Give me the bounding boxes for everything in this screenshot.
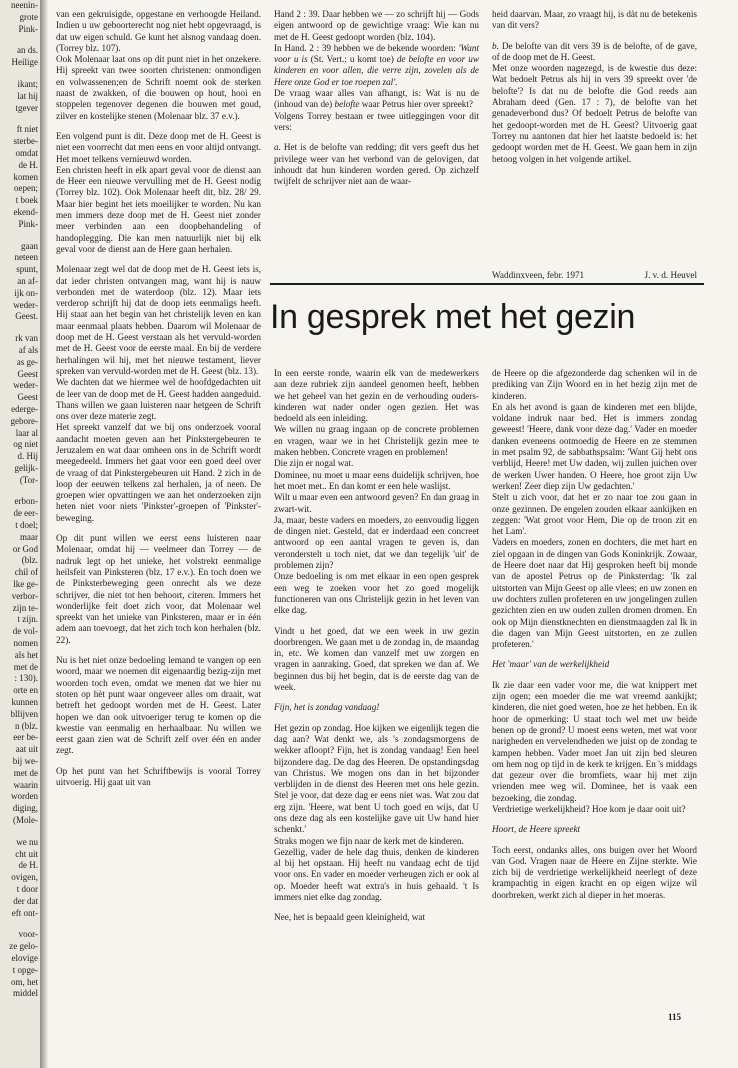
- prev-page-line: nomen: [13, 638, 38, 649]
- prev-page-line: as ge-: [16, 356, 38, 367]
- column-3: [492, 9, 697, 174]
- paragraph: Ja, maar, beste vaders en moeders, zo eenvoudig liggen de dingen niet. Gesteld, dat er inderdaad een concreet antwoord op een aantal vragen te geven is, dan veronderstelt u toch niet, dat we dan tegelijk 'uit' de problemen zijn?: [274, 514, 479, 571]
- subheading: Het 'maar' van de werkelijkheid: [492, 659, 610, 670]
- prev-page-gap: [0, 486, 40, 496]
- quote-italic: 'Want voor u is: [274, 42, 479, 65]
- paragraph: Hand 2 : 39. Daar hebben we — zo schrijft hij — Gods eigen antwoord op de gewichtige vraag: Wie kan nu met de H. Geest gedoopt worden (blz. 104).: [274, 9, 479, 42]
- paragraph: de Heere op die afgezonderde dag schenken wil in de prediking van Zijn Woord en in het bezig zijn met de kinderen.: [492, 368, 697, 401]
- prev-page-line: t zijn.: [17, 614, 38, 625]
- prev-page-line: ekend-: [13, 206, 38, 217]
- prev-page-line: de vol-: [12, 626, 38, 637]
- prev-page-line: t boek: [15, 195, 38, 206]
- prev-page-line: aat uit: [15, 744, 38, 755]
- paragraph: Met onze woorden nagezegd, is de kwestie dus deze: Wat bedoelt Petrus als hij in vers 39 spreekt over 'de belofte'? Is dat nu de belofte die God reeds aan Abraham deed (Gen. 17 : 7), de belofte van het genadeverbond dus? Of bedoelt Petrus de belofte van het gedoopt-worden met de H. Geest? Uitvoerig gaat Torrey nu aantonen dat hier het laatste bedoeld is: het gedoopt worden met de H. Geest. We gaan hem in zijn betoog volgen in het volgende artikel.: [492, 63, 697, 164]
- prev-page-line: Geest.: [15, 311, 38, 322]
- prev-page-line: middel: [13, 988, 38, 999]
- paragraph: Molenaar zegt wel dat de doop met de H. Geest iets is, dat ieder christen ontvangen mag, want hij is nauw verbonden met de waterdoop (blz. 12). Maar iets verderop schrijft hij dat de doop iets eenmaligs heeft. Hij staat aan het begin van het christelijk leven en kan maar eenmaal plaats hebben. Daarom wil Molenaar de doop met de H. Geest verstaan als het vervuld-worden met de H. Geest voor de eerste maal. En bij de verdere herhalingen wil hij, met het nieuwe testament, liever spreken van vervuld-worden met de H. Geest (blz. 13).: [56, 264, 261, 376]
- text-run: Het is de belofte van redding; dit vers geeft dus het privilege weer van het verbond van de gelovigen, dat inhoudt dat hun kinderen worden gered. Op zichzelf twijfelt de schrijver niet aan de waar-: [274, 142, 479, 187]
- prev-page-line: or God: [12, 543, 38, 554]
- prev-page-line: ikant;: [17, 78, 38, 89]
- prev-page-line: eft ont-: [11, 907, 38, 918]
- signature-name: J. v. d. Heuvel: [644, 270, 697, 280]
- prev-page-gap: [0, 69, 40, 79]
- prev-page-line: n (blz.: [15, 720, 38, 731]
- prev-page-line: ze gelo-: [9, 941, 38, 952]
- column-2: [274, 9, 479, 196]
- prev-page-gap: [0, 323, 40, 333]
- section-divider: [270, 283, 704, 285]
- column-1: [56, 9, 261, 797]
- prev-page-line: de H.: [18, 159, 38, 170]
- signature-line: [492, 270, 697, 280]
- prev-page-line: ovigen,: [11, 872, 38, 883]
- prev-page-line: waarin: [13, 779, 38, 790]
- column-4: [274, 368, 479, 933]
- prev-page-line: og niet: [13, 439, 38, 450]
- prev-page-line: (blz.: [21, 555, 38, 566]
- paragraph: Nu is het niet onze bedoeling lemand te vangen op een woord, maar we noemen dit eigenaardig bezig-zijn met woorden toch even, omdat we menen dat we hier nu stoten op hèt punt waar ongeveer alles om draait, wat betreft het gedoopt worden met de H. Geest. Later hopen we dan ook uitvoeriger terug te komen op die kwestie van eenmalig en herhaalbaar. Nu willen we eerst gaan zien wat de Schrift zelf over één en ander zegt.: [56, 655, 261, 756]
- paragraph: Wilt u maar even een antwoord geven? En dan graag in zwart-wit.: [274, 492, 479, 514]
- paragraph: Ik zie daar een vader voor me, die wat knippert met zijn ogen; een moeder die me wat vreemd aankijkt; kinderen, die niet goed weten, hoe ze het hebben. En ik hoor de opmerking: U staat toch wel met uw beide benen op de grond? U moest eens weten, met wat voor narigheden en vervelendheden we juist op de zondag te kampen hebben. Vader moet Jan uit zijn bed sleuren om hem nog op tijd in de kerk te krijgen. En 's middags dat gezeur over die bromfiets, waar hij met zijn vrienden mee weg wil. Dominee, het is vaak een bezoeking, die zondag.: [492, 679, 697, 803]
- prev-page-line: we nu: [16, 836, 38, 847]
- prev-page-line: an ds.: [17, 45, 38, 56]
- quote-italic: de belofte en voor uw kinderen en voor allen, die verre zijn, zovelen als de Here onze God er toe roepen zal'.: [274, 54, 479, 87]
- prev-page-line: orte en: [13, 685, 38, 696]
- prev-page-line: ederge-: [11, 403, 38, 414]
- emphasis-italic: belofte: [334, 99, 360, 110]
- prev-page-line: oepen;: [14, 183, 38, 194]
- prev-page-line: lke ge-: [13, 579, 38, 590]
- text-run: waar Petrus hier over spreekt?: [359, 99, 474, 110]
- paragraph: Een christen heeft in elk apart geval voor de dienst aan de Heer een nieuwe vervulling met de H. Geest nodig (Torrey blz. 102). Ook Molenaar heeft dit, blz. 28/ 29. Maar hier begint het iets moeilijker te worden. Nu kan men immers deze doop met de H. Geest niet zonder meer verbinden aan een doopbehandeling of handoplegging. Die kan men natuurlijk niet bij elk geval voor de dienst aan de Here gaan herhalen.: [56, 164, 261, 254]
- prev-page-line: gelijk-: [14, 462, 38, 473]
- prev-page-line: maar: [20, 531, 38, 542]
- text-run: De vraag waar alles van afhangt, is: Wat is nu de (inhoud van de): [274, 88, 479, 110]
- paragraph: [274, 88, 479, 111]
- prev-page-line: de eer-: [13, 508, 38, 519]
- paragraph: [492, 41, 697, 64]
- text-run: (St. Vert.: u komt toe): [307, 54, 397, 65]
- paragraph: Vaders en moeders, zonen en dochters, die met hart en ziel opgaan in de dingen van Gods Koninkrijk. Zowaar, de Heere doet naar dat Hij gesproken heeft bij monde van de apostel Petrus op de Pinksterdag: 'Ik zal uitstorten van Mijn Geest op alle vlees; en uw zonen en uw dochters zullen profeteren en uw jongelingen zullen gezichten zien en uw ouden zullen dromen dromen. En ook op Mijn dienstknechten en dienstmaagden zal Ik in die dagen van Mijn Geest uitstorten, en ze zullen profeteren.': [492, 537, 697, 650]
- paragraph: Volgens Torrey bestaan er twee uitleggingen voor dit vers:: [274, 110, 479, 132]
- prev-page-line: weder-: [13, 299, 38, 310]
- prev-page-line: Pink-: [18, 218, 38, 229]
- paragraph: van een gekruisigde, opgestane en verhoogde Heiland. Indien u uw geboorterecht nog niet hebt opgevraagd, is dat uw eigen schuld. Ge kunt het alsnog vandaag doen. (Torrey blz. 107).: [56, 9, 261, 53]
- prev-page-line: Heilige: [11, 57, 38, 68]
- prev-page-line: gaan: [21, 240, 38, 251]
- paragraph: [274, 142, 479, 187]
- paragraph: We willen nu graag ingaan op de concrete problemen en vragen, waar we in het Christelijk gezin mee te maken hebben. Concrete vragen en problemen!: [274, 424, 479, 458]
- prev-page-line: cht uit: [15, 848, 38, 859]
- prev-page-line: bij we-: [12, 756, 38, 767]
- prev-page-line: ft niet: [16, 124, 38, 135]
- prev-page-line: chil of: [14, 567, 38, 578]
- subheading: Fijn, het is zondag vandaag!: [274, 702, 380, 713]
- prev-page-line: om, het: [11, 976, 38, 987]
- prev-page-line: t doel;: [15, 520, 38, 531]
- prev-page-line: rk van: [15, 333, 38, 344]
- prev-page-line: met de: [13, 661, 38, 672]
- prev-page-line: de H.: [18, 860, 38, 871]
- prev-page-line: bllijven: [10, 708, 38, 719]
- paragraph: Op dit punt willen we eerst eens luisteren naar Molenaar, omdat hij — veelmeer dan Torrey — de nadruk legt op het unieke, het volstrekt eenmalige heilsfeit van Pinksteren (blz. 17 e.v.). En toch doen we de Pinksterbeweging geen onrecht als we deze schrijver, die niet tot hen behoort, citeren. Immers het wonderlijke feit doet zich voor, dat Molenaar wel spreekt van het unieke van Pinksteren, maar er in één adem aan toevoegt, dat het zich toch kon herhalen (blz. 22).: [56, 533, 261, 645]
- column-5: [492, 368, 697, 910]
- paragraph: Op het punt van het Schriftbewijs is vooral Torrey uitvoerig. Hij gaat uit van: [56, 765, 261, 787]
- page-number: 115: [668, 1012, 682, 1022]
- paragraph: Stelt u zich voor, dat het er zo naar toe zou gaan in onze gezinnen. De engelen zouden elkaar aankijken en zeggen: 'Wat groot voor Hem, Die op de troon zit en het Lam'.: [492, 492, 697, 537]
- prev-page-line: d. Hij: [17, 451, 38, 462]
- subheading: Hoort, de Heere spreekt: [492, 824, 581, 835]
- prev-page-line: tgever: [15, 102, 38, 113]
- magazine-page: [48, 0, 738, 1068]
- paragraph: Een volgend punt is dit. Deze doop met de H. Geest is niet een voorrecht dat men eens en voor altijd ontvangt. Het moet telkens vernieuwd worden.: [56, 130, 261, 164]
- text-run: De belofte van dit vers 39 is de belofte, of de gave, of de doop met de H. Geest.: [492, 40, 697, 62]
- prev-page-line: Geest: [17, 392, 38, 403]
- prev-page-line: ijk on-: [14, 287, 38, 298]
- prev-page-line: grote: [19, 11, 38, 22]
- paragraph: Toch eerst, ondanks alles, ons buigen over het Woord van God. Vragen naar de Heere en Zijne sterkte. Wie zich bij de verdrietige werkelijkheid neerlegt of deze krampachtig in eigen kracht en op eigen wijze wil doorbreken, werkt zich al dieper in het moeras.: [492, 844, 697, 900]
- prev-page-line: Pink-: [18, 23, 38, 34]
- prev-page-line: eer be-: [13, 732, 38, 743]
- prev-page-line: zijn te-: [12, 602, 38, 613]
- list-label: b.: [492, 40, 499, 51]
- prev-page-line: af als: [18, 344, 38, 355]
- prev-page-line: : 130).: [14, 673, 38, 684]
- list-label: a.: [274, 142, 281, 153]
- prev-page-line: verbor-: [11, 590, 38, 601]
- prev-page-line: worden: [11, 791, 38, 802]
- prev-page-line: erbon-: [14, 496, 38, 507]
- paragraph: Onze bedoeling is om met elkaar in een open gesprek een weg te zoeken voor het zo goed mogelijk functioneren van ons Christelijk gezin in het leven van elke dag.: [274, 571, 479, 616]
- signature-place: Waddinxveen, febr. 1971: [492, 270, 585, 280]
- prev-page-line: t door: [16, 883, 38, 894]
- prev-page-line: an af-: [17, 275, 38, 286]
- prev-page-line: omdat: [15, 147, 38, 158]
- prev-page-line: neteen: [14, 252, 38, 263]
- paragraph: Het spreekt vanzelf dat we bij ons onderzoek vooral aandacht moeten geven aan het Pinkstergebeuren te Jeruzalem en wat daar omheen ons in de Schrift wordt meegedeeld. Immers het gaat voor een goed deel over de vraag of dat Pinkstergebeuren uit Hand. 2 zich in de loop der eeuwen telkens zal herhalen, ja of neen. De groepen wier opvattingen we aan het onderzoeken zijn heten niet voor niets 'Pinkster'-groepen of 'Pinkster'-beweging.: [56, 422, 261, 523]
- paragraph: [274, 43, 479, 88]
- prev-page-line: spunt,: [16, 264, 38, 275]
- paragraph: Straks mogen we fijn naar de kerk met de kinderen.: [274, 835, 464, 846]
- prev-page-line: kunnen: [11, 697, 38, 708]
- paragraph: Ook Molenaar laat ons op dit punt niet in het onzekere. Hij spreekt van twee soorten christenen: onmondigen en volwassenen;en de Schrift noemt ook de sterken naast de zwakken, of die bouwen op hout, hooi en stoppelen tegenover degenen die bouwen met goud, zilver en kostelijke stenen (Molenaar blz. 37 e.v.).: [56, 54, 261, 121]
- prev-page-line: (Tor-: [19, 474, 38, 485]
- page-gutter: [40, 0, 48, 1068]
- paragraph: Verdrietige werkelijkheid? Hoe kom je daar ooit uit?: [492, 803, 686, 814]
- prev-page-line: lat hij: [17, 90, 38, 101]
- prev-page-line: diging,: [12, 803, 38, 814]
- prev-page-line: (Mole-: [13, 815, 38, 825]
- prev-page-line: elovige: [11, 952, 38, 963]
- prev-page-line: laar al: [15, 427, 38, 438]
- prev-page-line: der dat: [13, 895, 38, 906]
- paragraph: Vindt u het goed, dat we een week in uw gezin doorbrengen. We gaan met u de zondag in, de maandag in, etc. We komen dan vanzelf met uw zorgen en vragen in aanraking. Goed, dat spreken we dan af. We beginnen dus bij het begin, dat is de eerste dag van de week.: [274, 625, 479, 693]
- article-heading: In gesprek met het gezin: [270, 298, 636, 336]
- prev-page-line: komen: [13, 171, 38, 182]
- prev-page-line: t opge-: [12, 964, 38, 975]
- prev-page-line: als het: [14, 649, 38, 660]
- prev-page-line: gebore-: [10, 415, 38, 426]
- paragraph: We dachten dat we hiermee wel de hoofdgedachten uit de leer van de doop met de H. Geest hadden aangeduid. Thans willen we gaan luisteren naar hetgeen de Schrift ons over deze materie zegt.: [56, 377, 261, 422]
- prev-page-line: met de: [13, 767, 38, 778]
- prev-page-gap: [0, 35, 40, 45]
- prev-page-line: Geest: [17, 368, 38, 379]
- prev-page-line: neenin-: [11, 0, 38, 10]
- paragraph: Dominee, nu moet u maar eens duidelijk schrijven, hoe het moet met.. En dan komt er een hele waslijst.: [274, 469, 479, 491]
- paragraph: In een eerste ronde, waarin elk van de medewerkers aan deze rubriek zijn aandeel genomen heeft, hebben we het geheel van het gezin en de verhouding ouders-kinderen wat nader onder ogen gezien. Het was bedoeld als een inleiding.: [274, 368, 479, 424]
- prev-page-gap: [0, 231, 40, 241]
- paragraph: Gezellig, vader de hele dag thuis, denken de kinderen al bij het opstaan. Hij heeft nu vandaag echt de tijd voor ons. En vader en moeder verheugen zich er ook al op. Moeder heeft wat extra's in huis gehaald. 't Is immers niet elke dag zondag.: [274, 846, 479, 903]
- prev-page-gap: [0, 114, 40, 124]
- prev-page-line: sterbe-: [13, 136, 38, 147]
- prev-page-gap: [0, 827, 40, 837]
- paragraph: heid daarvan. Maar, zo vraagt hij, is dàt nu de betekenis van dit vers?: [492, 9, 698, 31]
- paragraph: Nee, het is bepaald geen kleinigheid, wat: [274, 912, 426, 923]
- prev-page-line: weder-: [13, 380, 38, 391]
- text-run: In Hand. 2 : 39 hebben we de bekende woorden:: [274, 42, 459, 53]
- prev-page-gap: [0, 919, 40, 929]
- paragraph: Die zijn er nogal wat.: [274, 458, 354, 469]
- previous-page-edge: [0, 0, 40, 1068]
- prev-page-line: voor-: [18, 929, 38, 940]
- paragraph: En als het avond is gaan de kinderen met een blijde, voldane indruk naar bed. Het is immers zondag geweest! 'Heere, dank voor deze dag.' Vader en moeder danken eveneens ootmoedig de Heere en ze stemmen in met psalm 92, de sabbathspsalm: 'Want Gij hebt ons verblijd, Heere! met Uw daden, wij zullen juichen over de werken Uwer handen. O Heere, hoe groot zijn Uw werken! Zeer diep zijn Uw gedachten.': [492, 401, 697, 491]
- paragraph: Het gezin op zondag. Hoe kijken we eigenlijk tegen die dag aan? Wat denkt we, als 's zondagsmorgens de wekker afloopt? Fijn, het is zondag vandaag! Een heel bijzondere dag. De dag des Heeren. De opstandingsdag van Christus. We mogen ons dan in het bijzonder verblijden in de dienst des Heeren met ons hele gezin. Stel je voor, dat deze dag er eens niet was. Wat zou dat erg zijn. 'Heere, wat bent U toch goed en wijs, dat U ons deze dag als een kostelijke gave uit Uw hand hier schenkt.': [274, 722, 479, 835]
